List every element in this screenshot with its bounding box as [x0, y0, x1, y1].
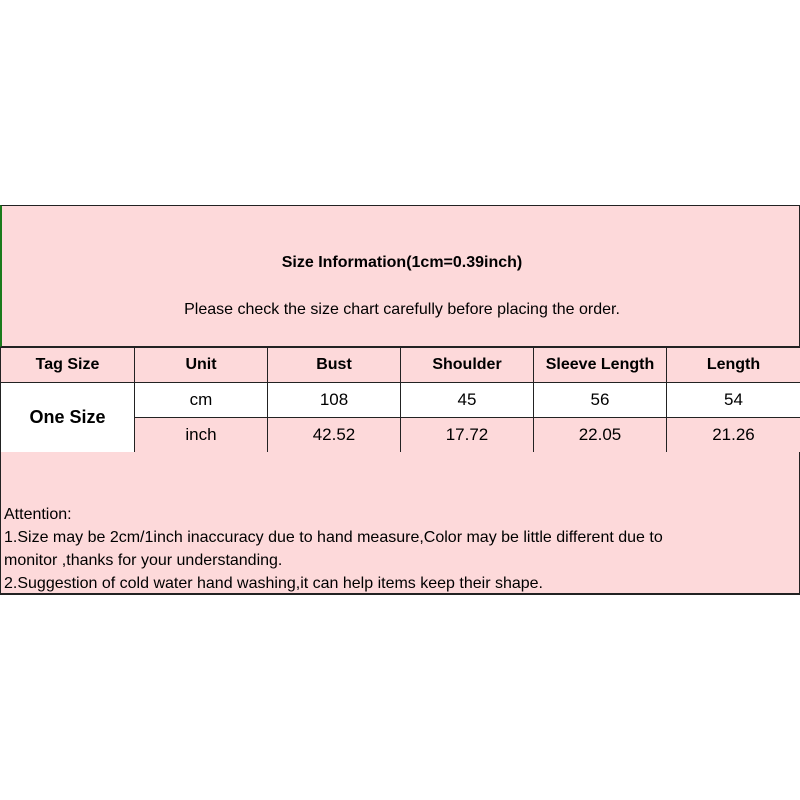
attention-heading: Attention:	[4, 506, 72, 523]
size-table	[0, 347, 800, 453]
size-info-subtitle: Please check the size chart carefully before placing the order.	[184, 301, 620, 318]
sleeve-length-cell-inch: 22.05	[534, 418, 667, 453]
spacer-band	[0, 452, 800, 501]
attention-line-3: 2.Suggestion of cold water hand washing,it can help items keep their shape.	[4, 575, 543, 592]
size-chart	[0, 205, 800, 595]
tag-size-cell: One Size	[1, 383, 135, 453]
column-header-length: Length	[667, 348, 800, 383]
column-header-bust: Bust	[268, 348, 401, 383]
size-info-header	[0, 205, 800, 347]
shoulder-cell-inch: 17.72	[401, 418, 534, 453]
shoulder-cell-cm: 45	[401, 383, 534, 418]
sleeve-length-cell-cm: 56	[534, 383, 667, 418]
column-header-sleeve-length: Sleeve Length	[534, 348, 667, 383]
column-header-tag-size: Tag Size	[1, 348, 135, 383]
attention-section	[0, 501, 800, 595]
unit-cell-cm: cm	[135, 383, 268, 418]
length-cell-inch: 21.26	[667, 418, 800, 453]
attention-line-1: 1.Size may be 2cm/1inch inaccuracy due to hand measure,Color may be little different due to	[4, 529, 663, 546]
bust-cell-inch: 42.52	[268, 418, 401, 453]
bust-cell-cm: 108	[268, 383, 401, 418]
size-info-title: Size Information(1cm=0.39inch)	[281, 254, 523, 271]
column-header-shoulder: Shoulder	[401, 348, 534, 383]
attention-text	[4, 503, 794, 595]
attention-line-2: monitor ,thanks for your understanding.	[4, 552, 283, 569]
unit-cell-inch: inch	[135, 418, 268, 453]
table-header-row	[1, 348, 800, 383]
length-cell-cm: 54	[667, 383, 800, 418]
table-row-cm	[1, 383, 800, 418]
column-header-unit: Unit	[135, 348, 268, 383]
